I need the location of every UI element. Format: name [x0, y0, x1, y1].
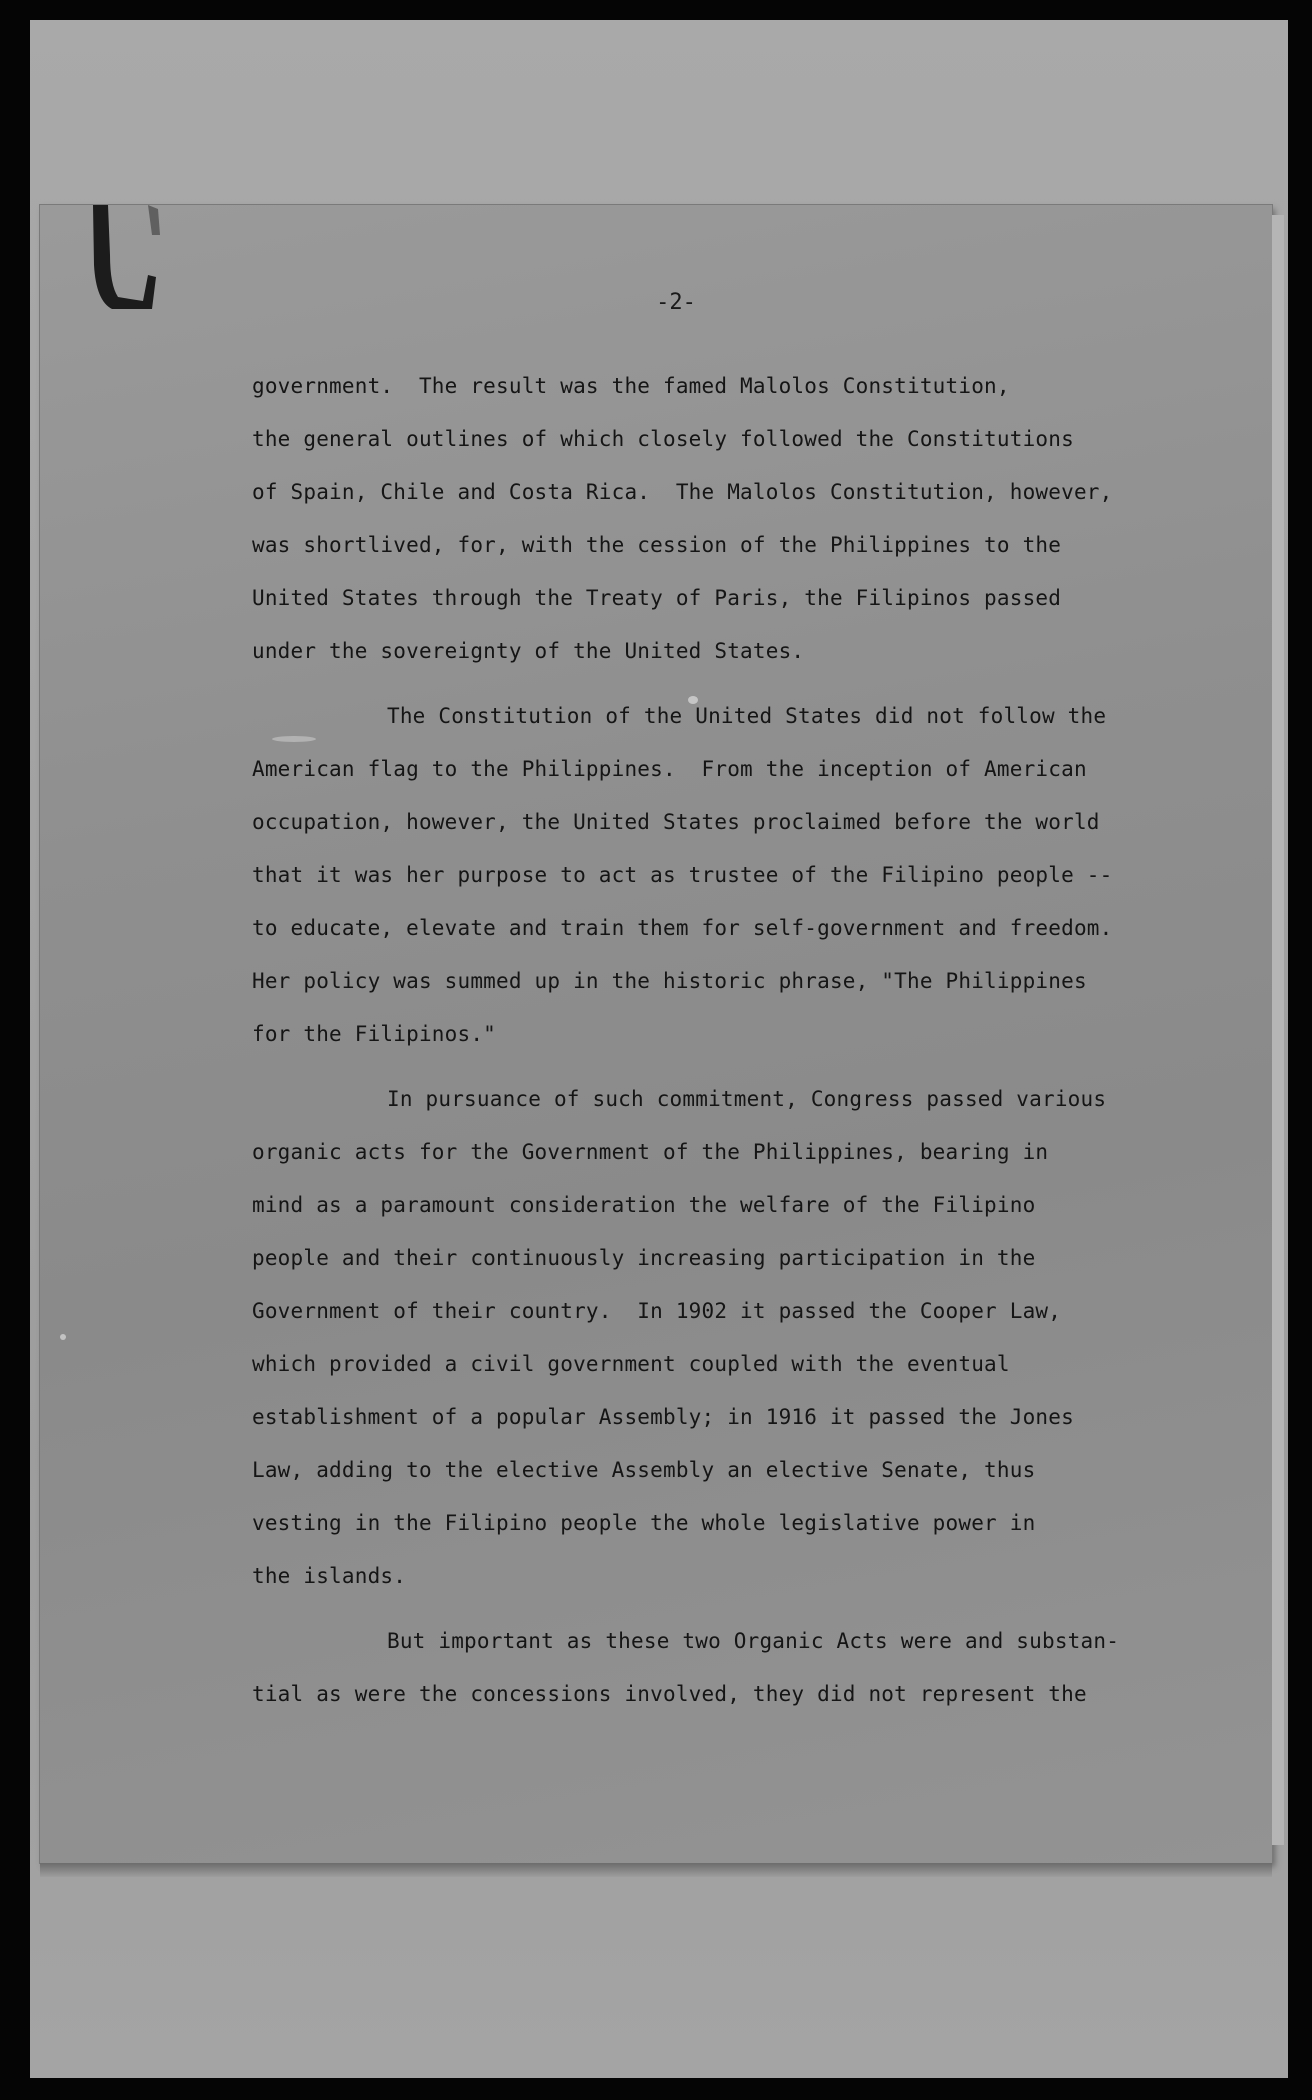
text-line: was shortlived, for, with the cession of the Philippines to the [252, 533, 1062, 557]
page-bottom-edge [40, 1863, 1272, 1877]
text-line: the general outlines of which closely followed the Constitutions [252, 427, 1074, 451]
paragraph [252, 360, 1152, 678]
text-line: government. The result was the famed Malolos Constitution, [252, 374, 1010, 398]
text-line: for the Filipinos." [252, 1022, 497, 1046]
text-line: organic acts for the Government of the Philippines, bearing in [252, 1140, 1049, 1164]
text-line: But important as these two Organic Acts were and substan- [387, 1629, 1120, 1653]
text-line: Her policy was summed up in the historic phrase, "The Philippines [252, 969, 1087, 993]
text-line: occupation, however, the United States proclaimed before the world [252, 810, 1100, 834]
text-line: Law, adding to the elective Assembly an elective Senate, thus [252, 1458, 1036, 1482]
text-line: Government of their country. In 1902 it passed the Cooper Law, [252, 1299, 1062, 1323]
paragraph [252, 1073, 1152, 1603]
text-line: people and their continuously increasing participation in the [252, 1246, 1036, 1270]
text-line: under the sovereignty of the United States. [252, 639, 805, 663]
dust-speck [60, 1334, 66, 1340]
text-line: the islands. [252, 1564, 407, 1588]
text-line: The Constitution of the United States did not follow the [387, 704, 1107, 728]
text-line: American flag to the Philippines. From the inception of American [252, 757, 1087, 781]
text-line: United States through the Treaty of Paris, the Filipinos passed [252, 586, 1062, 610]
paragraph [252, 1615, 1152, 1721]
page-number: -2- [656, 290, 696, 315]
paragraph [252, 690, 1152, 1061]
text-line: mind as a paramount consideration the welfare of the Filipino [252, 1193, 1036, 1217]
text-line: that it was her purpose to act as trustee of the Filipino people -- [252, 863, 1113, 887]
dust-speck [272, 736, 316, 742]
text-line: tial as were the concessions involved, they did not represent the [252, 1682, 1087, 1706]
text-line: to educate, elevate and train them for self-government and freedom. [252, 916, 1113, 940]
text-line: establishment of a popular Assembly; in 1916 it passed the Jones [252, 1405, 1074, 1429]
dust-speck [688, 696, 698, 704]
document-body [252, 360, 1152, 1733]
text-line: vesting in the Filipino people the whole legislative power in [252, 1511, 1036, 1535]
page-edge [1272, 215, 1284, 1845]
text-line: of Spain, Chile and Costa Rica. The Malolos Constitution, however, [252, 480, 1113, 504]
text-line: which provided a civil government coupled with the eventual [252, 1352, 1010, 1376]
text-line: In pursuance of such commitment, Congress passed various [387, 1087, 1107, 1111]
